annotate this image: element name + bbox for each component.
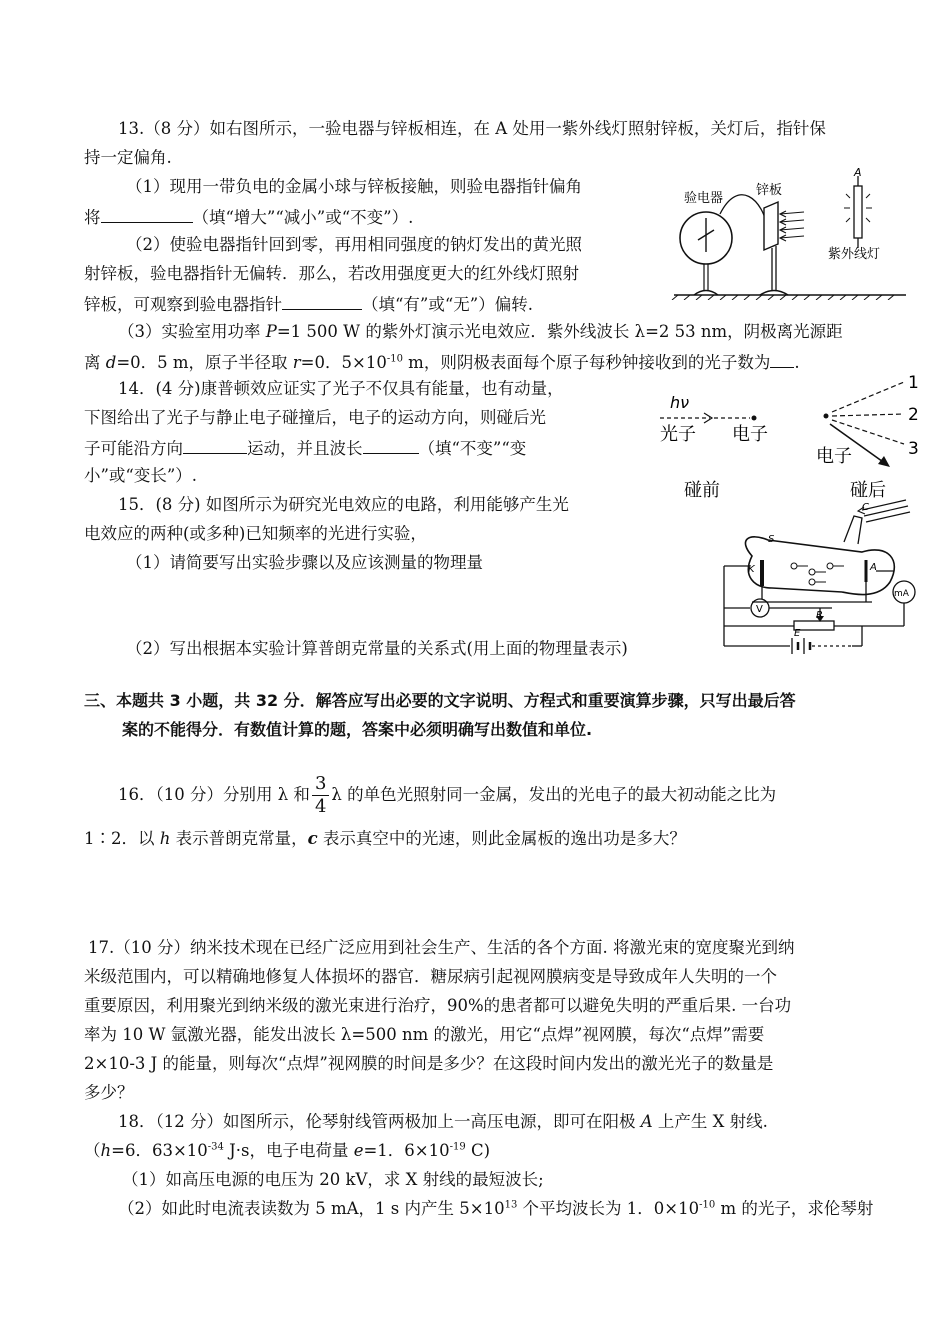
q14-line1: 14．(4 分)康普顿效应证实了光子不仅具有能量，也有动量， [118,379,564,398]
q15-line2: 电效应的两种(或多种)已知频率的光进行实验， [84,524,427,543]
q13-blank-3[interactable] [770,350,794,368]
q13-part1-prefix: 将 [84,208,101,227]
electroscope-figure [668,168,914,300]
exponent: -10 [386,353,403,365]
q13-p3b-text: 离 [84,353,106,372]
q18-l2-text: （ [84,1141,101,1160]
label-electroscope: 验电器 [684,191,724,206]
q13-part2-suffix: （填“有”或“无”）偏转. [362,295,533,314]
label-A-anode: A [870,562,877,573]
q13-part2-line2: 射锌板，验电器指针无偏转．那么，若改用强度更大的红外线灯照射 [84,264,579,283]
q17-line4: 率为 10 W 氩激光器，能发出波长 λ=500 nm 的激光，用它“点焊”视网膜，每次“点焊”需要 [84,1025,765,1044]
q13-blank-2[interactable] [282,292,362,310]
q18-l2-text5: C) [465,1141,491,1160]
label-uv-lamp: 紫外线灯 [828,247,881,262]
exponent: -34 [207,1141,224,1153]
photoelectric-circuit-figure [712,496,924,656]
q14-line4: 小”或“变长”）. [84,466,198,485]
symbol-d: d [105,353,117,372]
q13-p3b-end: . [794,353,800,372]
exponent: -10 [699,1199,716,1211]
label-V: V [756,604,763,615]
symbol-c: c [307,829,318,848]
q13-part1-suffix: （填“增大”“减小”或“不变”）. [192,208,414,227]
q18-line2 [84,1140,490,1162]
q17-line5: 2×10-3 J 的能量，则每次“点焊”视网膜的时间是多少？在这段时间内发出的激光光子的数量是 [84,1054,774,1073]
q15-line1: 15．(8 分) 如图所示为研究光电效应的电路，利用能够产生光 [118,495,569,514]
q13-part2-line3 [84,292,533,316]
label-S: S [768,534,775,545]
q13-p3b-text4: m，则阴极表面每个原子每秒钟接收到的光子数为 [402,353,771,372]
q17-line2: 米级范围内，可以精确地修复人体损坏的器官．糖尿病引起视网膜病变是导致成年人失明的一个 [84,967,777,986]
q13-p3b-text2: =0．5 m，原子半径取 [116,353,293,372]
label-zinc-plate: 锌板 [756,183,783,198]
q18-p2-text2: 个平均波长为 1．0×10 [517,1199,700,1218]
label-C: C [862,502,869,513]
label-dir-1: 1 [908,373,919,393]
q13-p3b-text3: =0．5×10 [300,353,387,372]
fraction-denominator: 4 [314,796,327,817]
symbol-e: e [353,1141,364,1160]
label-E: E [794,628,801,639]
q17-line1: 17.（10 分）纳米技术现在已经广泛应用到社会生产、生活的各个方面. 将激光束的宽度聚光到纳 [88,938,795,957]
q13-part1-line1: （1）现用一带负电的金属小球与锌板接触，则验电器指针偏角 [126,177,582,196]
q14-l3-text2: 运动，并且波长 [247,439,363,458]
q14-l3-text: 子可能沿方向 [84,439,183,458]
symbol-A: A [640,1112,653,1131]
q14-blank-2[interactable] [363,436,419,454]
label-hv: hν [670,393,690,412]
fraction-numerator: 3 [312,773,329,796]
zinc-plate [764,202,778,250]
section3-heading-line2: 案的不能得分．有数值计算的题，答案中必须明确写出数值和单位. [122,720,593,739]
direction-3 [832,420,904,444]
q17-line3: 重要原因，利用聚光到纳米级的激光束进行治疗，90%的患者都可以避免失明的严重后果. 一台功 [84,996,792,1015]
exponent: 13 [504,1199,518,1211]
q13-line1: 13.（8 分）如右图所示，一验电器与锌板相连，在 A 处用一紫外线灯照射锌板，关灯后，指针保 [118,119,826,138]
q18-l1-text: 18．（12 分）如图所示，伦琴射线管两极加上一高压电源，即可在阳极 [118,1112,641,1131]
q14-line2: 下图给出了光子与静止电子碰撞后，电子的运动方向，则碰后光 [84,408,546,427]
label-mA: mA [894,589,909,599]
electron-dot-before [752,416,757,421]
label-dir-3: 3 [908,439,919,459]
symbol-h2: h [100,1141,112,1160]
electron-dot-after [824,414,829,419]
label-before-collision: 碰前 [684,480,720,501]
q18-part1: （1）如高压电源的电压为 20 kV，求 X 射线的最短波长; [122,1170,544,1189]
q16-line2 [84,828,686,850]
q15-part1: （1）请简要写出实验步骤以及应该测量的物理量 [126,553,483,572]
q16-text2: λ 的单色光照射同一金属，发出的光电子的最大初动能之比为 [331,785,777,804]
q15-part2: （2）写出根据本实验计算普朗克常量的关系式(用上面的物理量表示) [126,639,628,658]
q14-blank-1[interactable] [183,436,247,454]
q16-line1 [118,772,776,818]
q16-text: 16．（10 分）分别用 λ 和 [118,785,310,804]
label-photon: 光子 [660,424,696,445]
q13-blank-1[interactable] [101,205,193,223]
q13-part3-line1 [118,321,843,343]
q16-l2-text2: 表示普朗克常量， [170,829,308,848]
direction-1 [832,382,904,412]
label-electron-after: 电子 [816,446,852,467]
q13-part1-line2 [84,205,413,229]
exponent: -19 [449,1141,466,1153]
q17-line6: 多少？ [84,1083,134,1102]
q16-l2-text3: 表示真空中的光速，则此金属板的逸出功是多大？ [317,829,686,848]
label-R: R [816,610,823,621]
direction-2 [832,414,904,416]
label-K: K [748,564,755,575]
q13-p3-text2: =1 500 W 的紫外灯演示光电效应．紫外线波长 λ=2 53 nm，阴极离光源距 [276,322,843,341]
label-A: A [854,168,862,179]
symbol-h: h [159,829,171,848]
q13-line2: 持一定偏角. [84,148,172,167]
label-dir-2: 2 [908,405,919,425]
label-electron-before: 电子 [732,424,768,445]
q18-l2-text3: J·s，电子电荷量 [223,1141,354,1160]
q18-l1-text2: 上产生 X 射线. [652,1112,768,1131]
q13-part2-prefix: 锌板，可观察到验电器指针 [84,295,282,314]
label-after-collision: 碰后 [850,480,886,501]
q13-p3-text: （3）实验室用功率 [118,322,266,341]
q18-p2-text3: m 的光子，求伦琴射 [715,1199,874,1218]
fraction-three-quarters [312,773,329,818]
symbol-r: r [292,353,301,372]
section3-heading-line1: 三、本题共 3 小题，共 32 分．解答应写出必要的文字说明、方程式和重要演算步骤，只写出最后答 [84,691,796,710]
q18-l2-text4: =1．6×10 [363,1141,450,1160]
q16-l2-text: 1∶2．以 [84,829,160,848]
q18-part2 [118,1198,873,1220]
q14-line3 [84,436,526,460]
q18-p2-text: （2）如此时电流表读数为 5 mA，1 s 内产生 5×10 [118,1199,505,1218]
compton-figure [650,368,930,508]
q14-l3-text3: （填“不变”“变 [418,439,527,458]
q13-part2-line1: （2）使验电器指针回到零，再用相同强度的钠灯发出的黄光照 [126,235,582,254]
q18-l2-text2: =6．63×10 [111,1141,208,1160]
q18-line1 [118,1111,768,1133]
uv-lamp-tube [854,186,862,238]
symbol-P: P [265,322,277,341]
